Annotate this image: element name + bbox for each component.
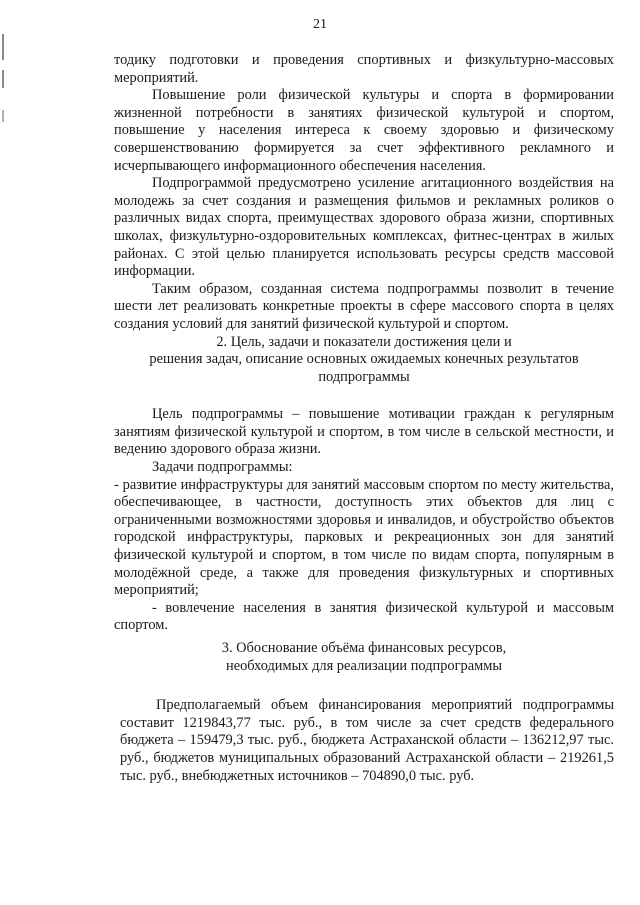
section-2-heading-line: 2. Цель, задачи и показатели достижения цели и <box>216 333 512 350</box>
section-3-heading-line: 3. Обоснование объёма финансовых ресурсов, <box>221 640 507 656</box>
section-3-heading <box>114 640 614 675</box>
task-item: - развитие инфраструктуры для занятий массовым спортом по месту жительства, обеспечивающее, в частности, доступность этих объектов для лиц с ограниченными возможностями здоровья и инвалидов, и обустройство объектов городской инфраструктуры, парковых и рекреационных зон для занятий физической культурой и спортом, в том числе по видам спорта, популярным в молодёжной среде, а также для проведения физкультурных и спортивных мероприятий; <box>114 476 614 599</box>
document-body <box>114 52 614 785</box>
scan-edge-mark <box>2 110 4 122</box>
scan-edge-mark <box>2 34 4 60</box>
paragraph-agitation: Подпрограммой предусмотрено усиление агитационного воздействия на молодежь за счет создания и размещения фильмов и рекламных роликов о различных видах спорта, преимуществах здорового образа жизни, спортивных школах, физкультурно-оздоровительных комплексах, фитнес-центрах в жилых районах. С этой целью планируется использовать ресурсы средств массовой информации. <box>114 175 614 280</box>
section-3-heading-line: необходимых для реализации подпрограммы <box>226 657 502 674</box>
section-2-heading-line: решения задач, описание основных ожидаемых конечных результатов <box>149 351 579 368</box>
task-item: - вовлечение населения в занятия физической культурой и массовым спортом. <box>114 599 614 634</box>
section-2-heading <box>114 334 614 387</box>
paragraph-financing: Предполагаемый объем финансирования мероприятий подпрограммы составит 1219843,77 тыс. руб., в том числе за счет средств федерального бюджета – 159479,3 тыс. руб., бюджета Астраханской области – 136212,97 тыс. руб., бюджетов муниципальных образований Астраханской области – 219261,5 тыс. руб., внебюджетных источников – 704890,0 тыс. руб. <box>120 697 614 784</box>
paragraph-continuation: тодику подготовки и проведения спортивных и физкультурно-массовых мероприятий. <box>114 52 614 86</box>
paragraph-goal: Цель подпрограммы – повышение мотивации граждан к регулярным занятиям физической культурой и спортом, в том числе в сельской местности, и ведению здорового образа жизни. <box>114 406 614 458</box>
scan-edge-mark <box>2 70 4 88</box>
tasks-label: Задачи подпрограммы: <box>152 459 293 476</box>
page-number: 21 <box>313 17 327 32</box>
section-2-heading-line: подпрограммы <box>318 368 410 385</box>
paragraph-role-of-sport: Повышение роли физической культуры и спорта в формировании жизненной потребности в занятиях физической культурой и спортом, повышение у населения интереса к своему здоровью и физическому совершенствованию формируется за счет эффективного рекламного и исчерпывающего информационного обеспечения населения. <box>114 87 614 174</box>
paragraph-conclusion: Таким образом, созданная система подпрограммы позволит в течение шести лет реализовать конкретные проекты в сфере массового спорта в целях создания условий для занятий физической культурой и спортом. <box>114 280 614 332</box>
